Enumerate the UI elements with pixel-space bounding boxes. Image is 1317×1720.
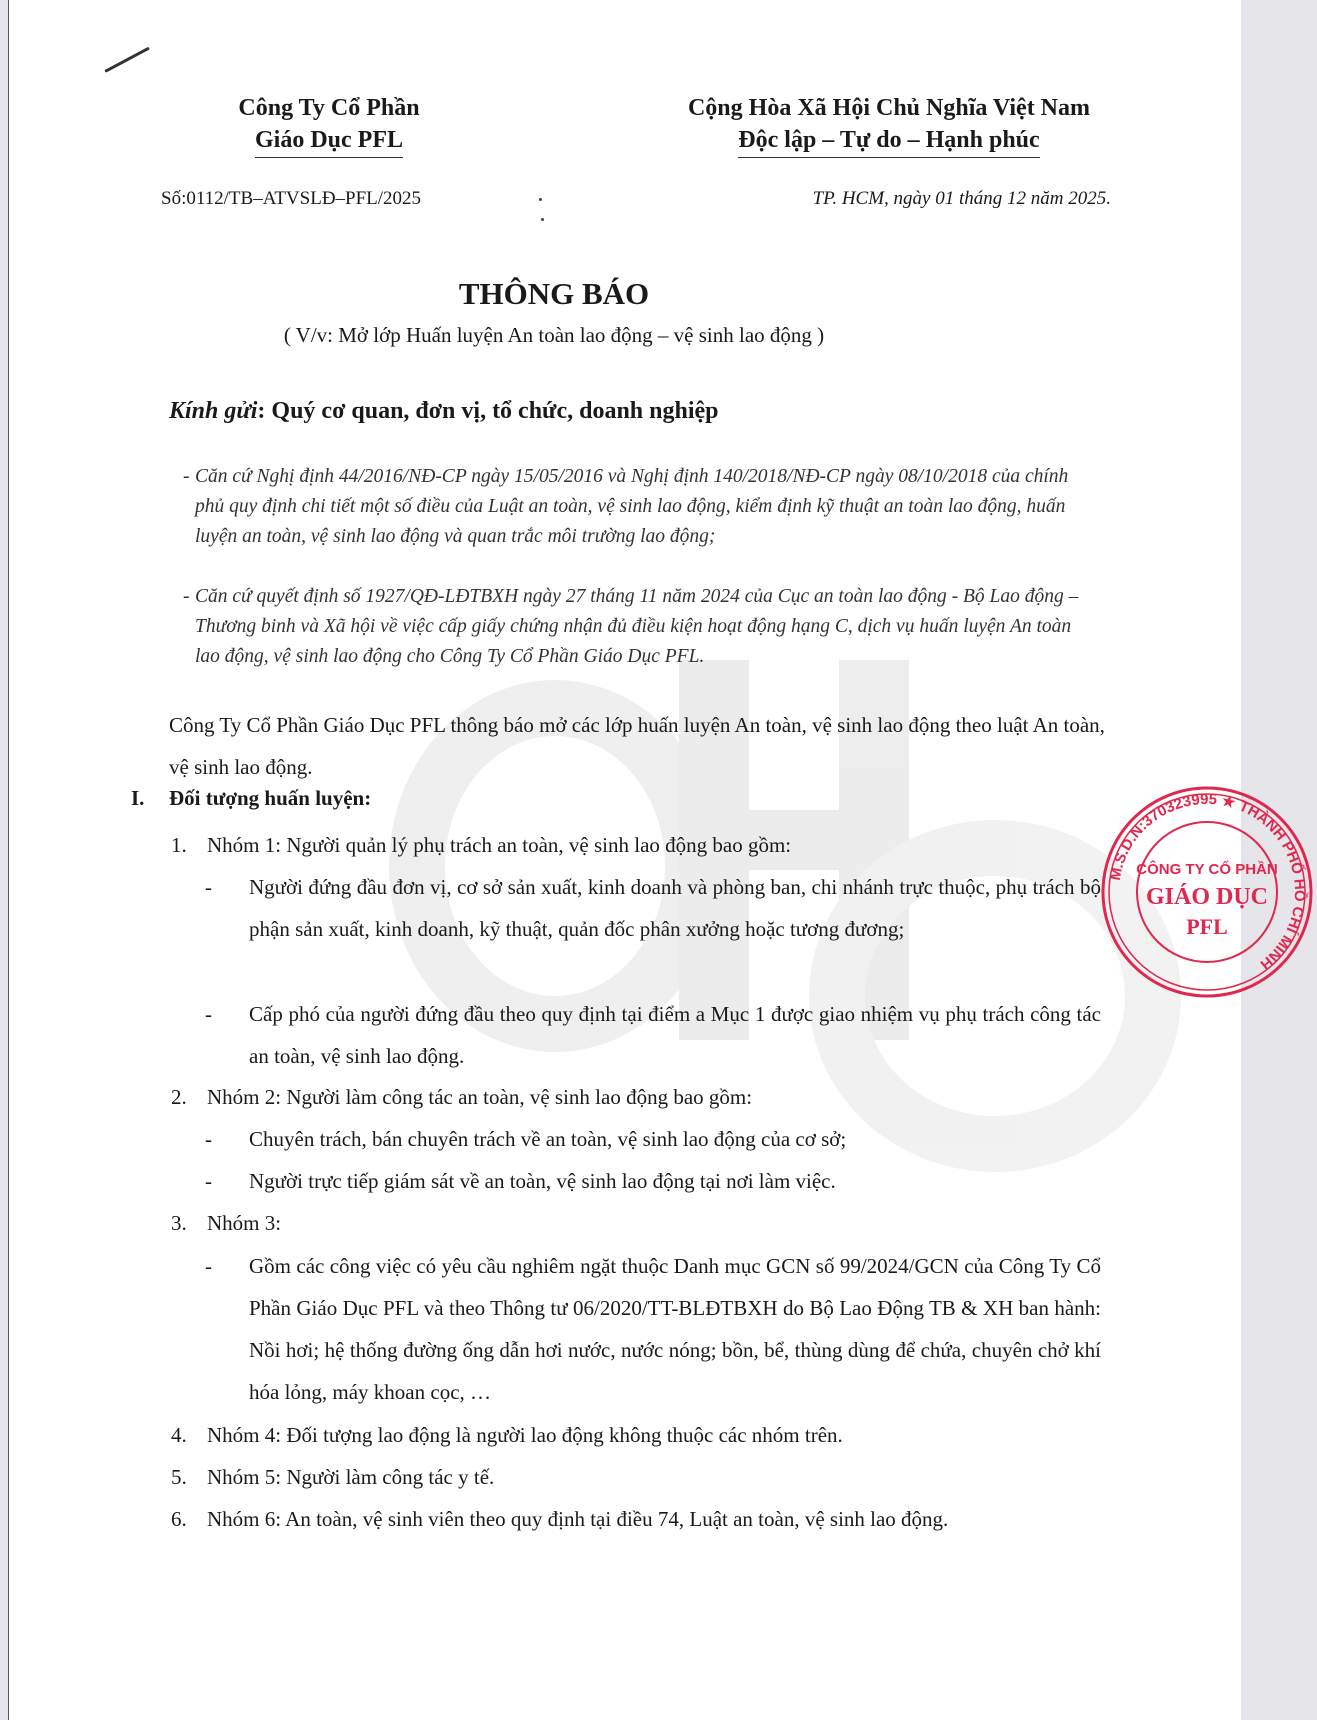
group-item-5: 5. Nhóm 5: Người làm công tác y tế. [171,1465,495,1489]
group-subitem: - Chuyên trách, bán chuyên trách về an toàn, vệ sinh lao động của cơ sở; [205,1127,847,1151]
pen-mark [104,47,150,73]
group-item-3: 3. Nhóm 3: [171,1211,282,1235]
seal-line2: GIÁO DỤC [1145,884,1269,910]
legal-basis-item: - Căn cứ quyết định số 1927/QĐ-LĐTBXH ngày 27 tháng 11 năm 2024 của Cục an toàn lao động - Bộ Lao động – Thương binh và Xã hội về việc cấp giấy chứng nhận đủ điều kiện hoạt động hạng C, dịch vụ huấn luyện An toàn lao động, vệ sinh lao động cho Công Ty Cổ Phần Giáo Dục PFL. [183,586,1079,667]
group-item-2: 2. Nhóm 2: Người làm công tác an toàn, vệ sinh lao động bao gồm: [171,1085,753,1109]
seal-line3: PFL [1186,914,1228,939]
national-title: Cộng Hòa Xã Hội Chủ Nghĩa Việt Nam [687,95,1091,121]
document-title: THÔNG BÁO [458,276,650,311]
seal-line1: CÔNG TY CỔ PHẦN [1136,861,1278,878]
group-subitem: - Cấp phó của người đứng đầu theo quy định tại điểm a Mục 1 được giao nhiệm vụ phụ trách công tác an toàn, vệ sinh lao động. [205,1002,1101,1068]
place-date: TP. HCM, ngày 01 tháng 12 năm 2025. [812,188,1111,209]
section-heading: I. Đối tượng huấn luyện: [131,786,372,810]
group-item-4: 4. Nhóm 4: Đối tượng lao động là người lao động không thuộc các nhóm trên. [171,1423,843,1447]
company-name-line1: Công Ty Cổ Phần [238,95,420,121]
speck [539,198,542,201]
group-item-6: 6. Nhóm 6: An toàn, vệ sinh viên theo quy định tại điều 74, Luật an toàn, vệ sinh lao động. [171,1507,949,1531]
group-subitem: - Gồm các công việc có yêu cầu nghiêm ngặt thuộc Danh mục GCN số 99/2024/GCN của Công Ty Cổ Phần Giáo Dục PFL và theo Thông tư 06/2020/TT-BLĐTBXH do Bộ Lao Động TB & XH ban hành: Nồi hơi; hệ thống đường ống dẫn hơi nước, nước nóng; bồn, bể, thùng dùng để chứa, chuyên chở khí hóa lỏng, máy khoan cọc, … [205,1254,1101,1404]
recipient-line [169,398,719,425]
group-subitem: - Người trực tiếp giám sát về an toàn, vệ sinh lao động tại nơi làm việc. [205,1169,836,1193]
document-page [8,0,1309,1720]
document-number: Số:0112/TB–ATVSLĐ–PFL/2025 [161,188,422,209]
legal-basis-item: - Căn cứ Nghị định 44/2016/NĐ-CP ngày 15/05/2016 và Nghị định 140/2018/NĐ-CP ngày 08/10/2018 của chính phủ quy định chi tiết một số điều của Luật an toàn, vệ sinh lao động, kiểm định kỹ thuật an toàn lao động, huấn luyện an toàn, vệ sinh lao động và quan trắc môi trường lao động; [183,466,1069,547]
national-header [649,92,1129,158]
seal-outer-text: M.S.D.N:370323995 ★ THÀNH PHỐ HỒ CHÍ MINH [1106,790,1309,973]
intro-paragraph: Công Ty Cổ Phần Giáo Dục PFL thông báo mở các lớp huấn luyện An toàn, vệ sinh lao động theo luật An toàn, vệ sinh lao động. [169,713,1105,779]
company-header [159,92,499,158]
group-item-1: 1. Nhóm 1: Người quản lý phụ trách an toàn, vệ sinh lao động bao gồm: [171,833,792,857]
recipient-value: : Quý cơ quan, đơn vị, tổ chức, doanh nghiệp [257,398,719,424]
recipient-label: Kính gửi [169,398,258,424]
company-seal [1097,782,1317,1002]
national-motto: Độc lập – Tự do – Hạnh phúc [738,124,1039,158]
speck [541,218,544,221]
document-subtitle: ( V/v: Mở lớp Huấn luyện An toàn lao động – vệ sinh lao động ) [283,323,825,347]
company-name-line2: Giáo Dục PFL [255,124,403,158]
group-subitem: - Người đứng đầu đơn vị, cơ sở sản xuất, kinh doanh và phòng ban, chi nhánh trực thuộc, phụ trách bộ phận sản xuất, kinh doanh, kỹ thuật, quản đốc phân xưởng hoặc tương đương; [205,875,1101,941]
